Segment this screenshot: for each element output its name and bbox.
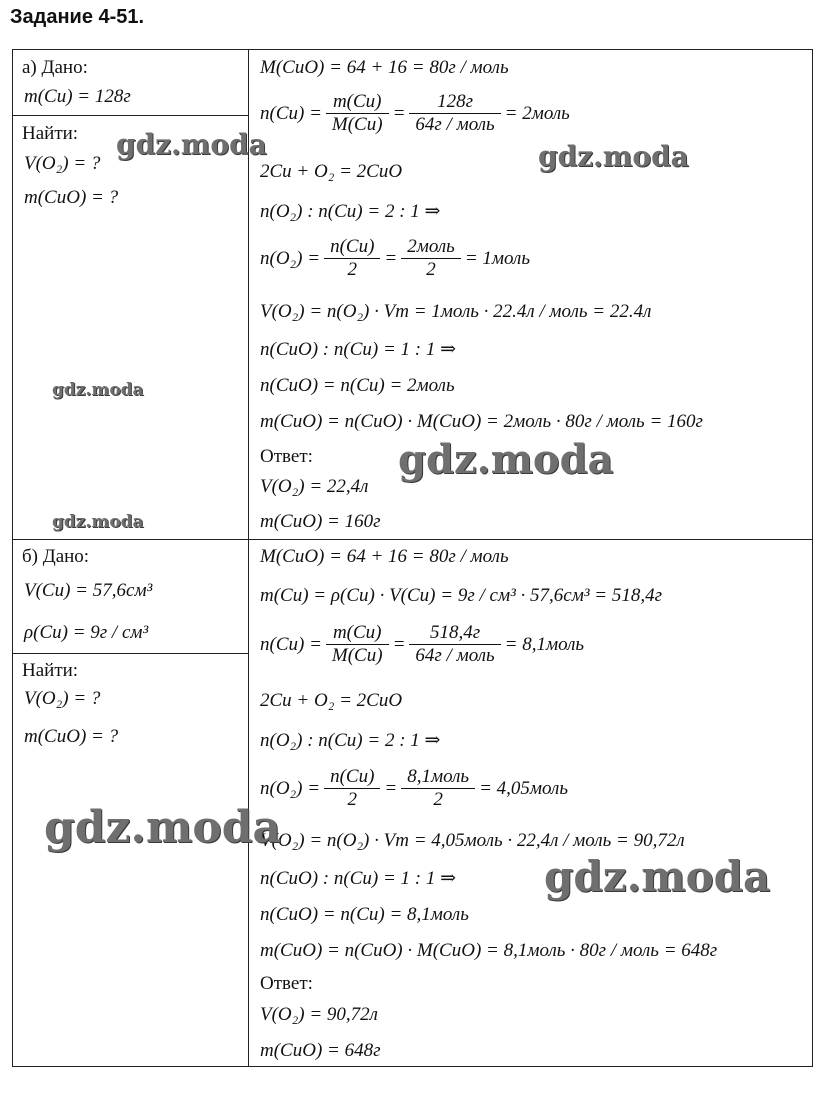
part-b-find-1: V(O₂) = ? — [24, 688, 101, 709]
watermark: gdz.moda — [544, 852, 771, 901]
page-title: Задание 4-51. — [10, 6, 145, 28]
part-a-line-1: M(CuO) = 64 + 16 = 80г / моль — [260, 57, 509, 78]
part-a-line-5 — [260, 236, 530, 281]
part-a-l2-left: n(Cu) = — [260, 102, 322, 124]
row-divider-parts — [12, 539, 813, 540]
numerator: 128г — [409, 91, 500, 114]
numerator: m(Cu) — [326, 91, 389, 114]
denominator: 2 — [426, 259, 436, 280]
part-a-answer-2: m(CuO) = 160г — [260, 511, 381, 532]
numerator: 2моль — [401, 236, 461, 259]
fraction — [324, 766, 380, 811]
part-a-line-6: V(O₂) = n(O₂) · Vm = 1моль · 22.4л / моль = 22.4л — [260, 301, 652, 322]
denominator: 2 — [433, 789, 443, 810]
part-b-answer-label: Ответ: — [260, 973, 313, 994]
denominator: 2 — [347, 259, 357, 280]
equals: = — [384, 247, 398, 269]
part-a-line-3: 2Cu + O₂ = 2CuO — [260, 161, 403, 182]
watermark: gdz.moda — [538, 140, 689, 173]
watermark: gdz.moda — [398, 436, 614, 483]
watermark: gdz.moda — [52, 512, 144, 532]
fraction — [401, 236, 461, 281]
equals: = — [384, 777, 398, 799]
part-b-l6-left: n(O₂) = — [260, 777, 321, 799]
part-b-l3-right: = 8,1моль — [504, 633, 585, 655]
fraction — [401, 766, 475, 811]
part-a-find-2: m(CuO) = ? — [24, 187, 119, 208]
watermark: gdz.moda — [116, 128, 267, 161]
denominator: M(Cu) — [331, 114, 383, 135]
part-b-line-2: m(Cu) = ρ(Cu) · V(Cu) = 9г / см³ · 57,6см³ = 518,4г — [260, 585, 663, 606]
numerator: n(Cu) — [324, 236, 380, 259]
part-b-l6-right: = 4,05моль — [479, 777, 568, 799]
column-divider — [248, 49, 249, 1067]
part-a-line-8: n(CuO) = n(Cu) = 2моль — [260, 375, 455, 396]
row-divider-a-given — [12, 115, 249, 116]
fraction — [326, 91, 389, 136]
part-a-answer-1: V(O₂) = 22,4л — [260, 476, 369, 497]
part-a-answer-label: Ответ: — [260, 446, 313, 467]
part-a-find-label: Найти: — [22, 123, 79, 144]
equals: = — [392, 102, 406, 124]
part-a-l2-right: = 2моль — [504, 102, 570, 124]
fraction — [409, 622, 500, 667]
equals: = — [392, 633, 406, 655]
fraction — [324, 236, 380, 281]
fraction — [326, 622, 389, 667]
part-b-l3-left: n(Cu) = — [260, 633, 322, 655]
part-b-line-8: n(CuO) : n(Cu) = 1 : 1 ⇒ — [260, 868, 457, 889]
part-a-line-2 — [260, 91, 570, 136]
part-b-line-7: V(O₂) = n(O₂) · Vm = 4,05моль · 22,4л / моль = 90,72л — [260, 830, 685, 851]
part-b-line-4: 2Cu + O₂ = 2CuO — [260, 690, 403, 711]
part-b-line-1: M(CuO) = 64 + 16 = 80г / моль — [260, 546, 509, 567]
numerator: 8,1моль — [401, 766, 475, 789]
numerator: 518,4г — [409, 622, 500, 645]
numerator: m(Cu) — [326, 622, 389, 645]
row-divider-b-given — [12, 653, 249, 654]
part-b-given-label: б) Дано: — [22, 546, 90, 567]
fraction — [409, 91, 500, 136]
part-b-given-2: ρ(Cu) = 9г / см³ — [24, 622, 149, 643]
part-b-answer-2: m(CuO) = 648г — [260, 1040, 381, 1061]
watermark: gdz.moda — [44, 802, 282, 853]
part-b-line-6 — [260, 766, 568, 811]
part-a-find-1: V(O₂) = ? — [24, 153, 101, 174]
part-b-line-5: n(O₂) : n(Cu) = 2 : 1 ⇒ — [260, 730, 441, 751]
part-a-l5-right: = 1моль — [464, 247, 530, 269]
part-b-line-3 — [260, 622, 584, 667]
part-b-find-label: Найти: — [22, 660, 79, 681]
part-b-line-10: m(CuO) = n(CuO) · M(CuO) = 8,1моль · 80г / моль = 648г — [260, 940, 718, 961]
numerator: n(Cu) — [324, 766, 380, 789]
part-a-line-4: n(O₂) : n(Cu) = 2 : 1 ⇒ — [260, 201, 441, 222]
part-b-answer-1: V(O₂) = 90,72л — [260, 1004, 378, 1025]
denominator: 2 — [347, 789, 357, 810]
part-a-line-9: m(CuO) = n(CuO) · M(CuO) = 2моль · 80г / моль = 160г — [260, 411, 703, 432]
denominator: M(Cu) — [331, 645, 383, 666]
denominator: 64г / моль — [415, 114, 495, 135]
part-a-line-7: n(CuO) : n(Cu) = 1 : 1 ⇒ — [260, 339, 457, 360]
part-b-line-9: n(CuO) = n(Cu) = 8,1моль — [260, 904, 469, 925]
denominator: 64г / моль — [415, 645, 495, 666]
part-b-given-1: V(Cu) = 57,6см³ — [24, 580, 153, 601]
part-a-l5-left: n(O₂) = — [260, 247, 321, 269]
part-a-given-1: m(Cu) = 128г — [24, 86, 131, 107]
part-b-find-2: m(CuO) = ? — [24, 726, 119, 747]
watermark: gdz.moda — [52, 380, 144, 400]
part-a-given-label: а) Дано: — [22, 57, 88, 78]
